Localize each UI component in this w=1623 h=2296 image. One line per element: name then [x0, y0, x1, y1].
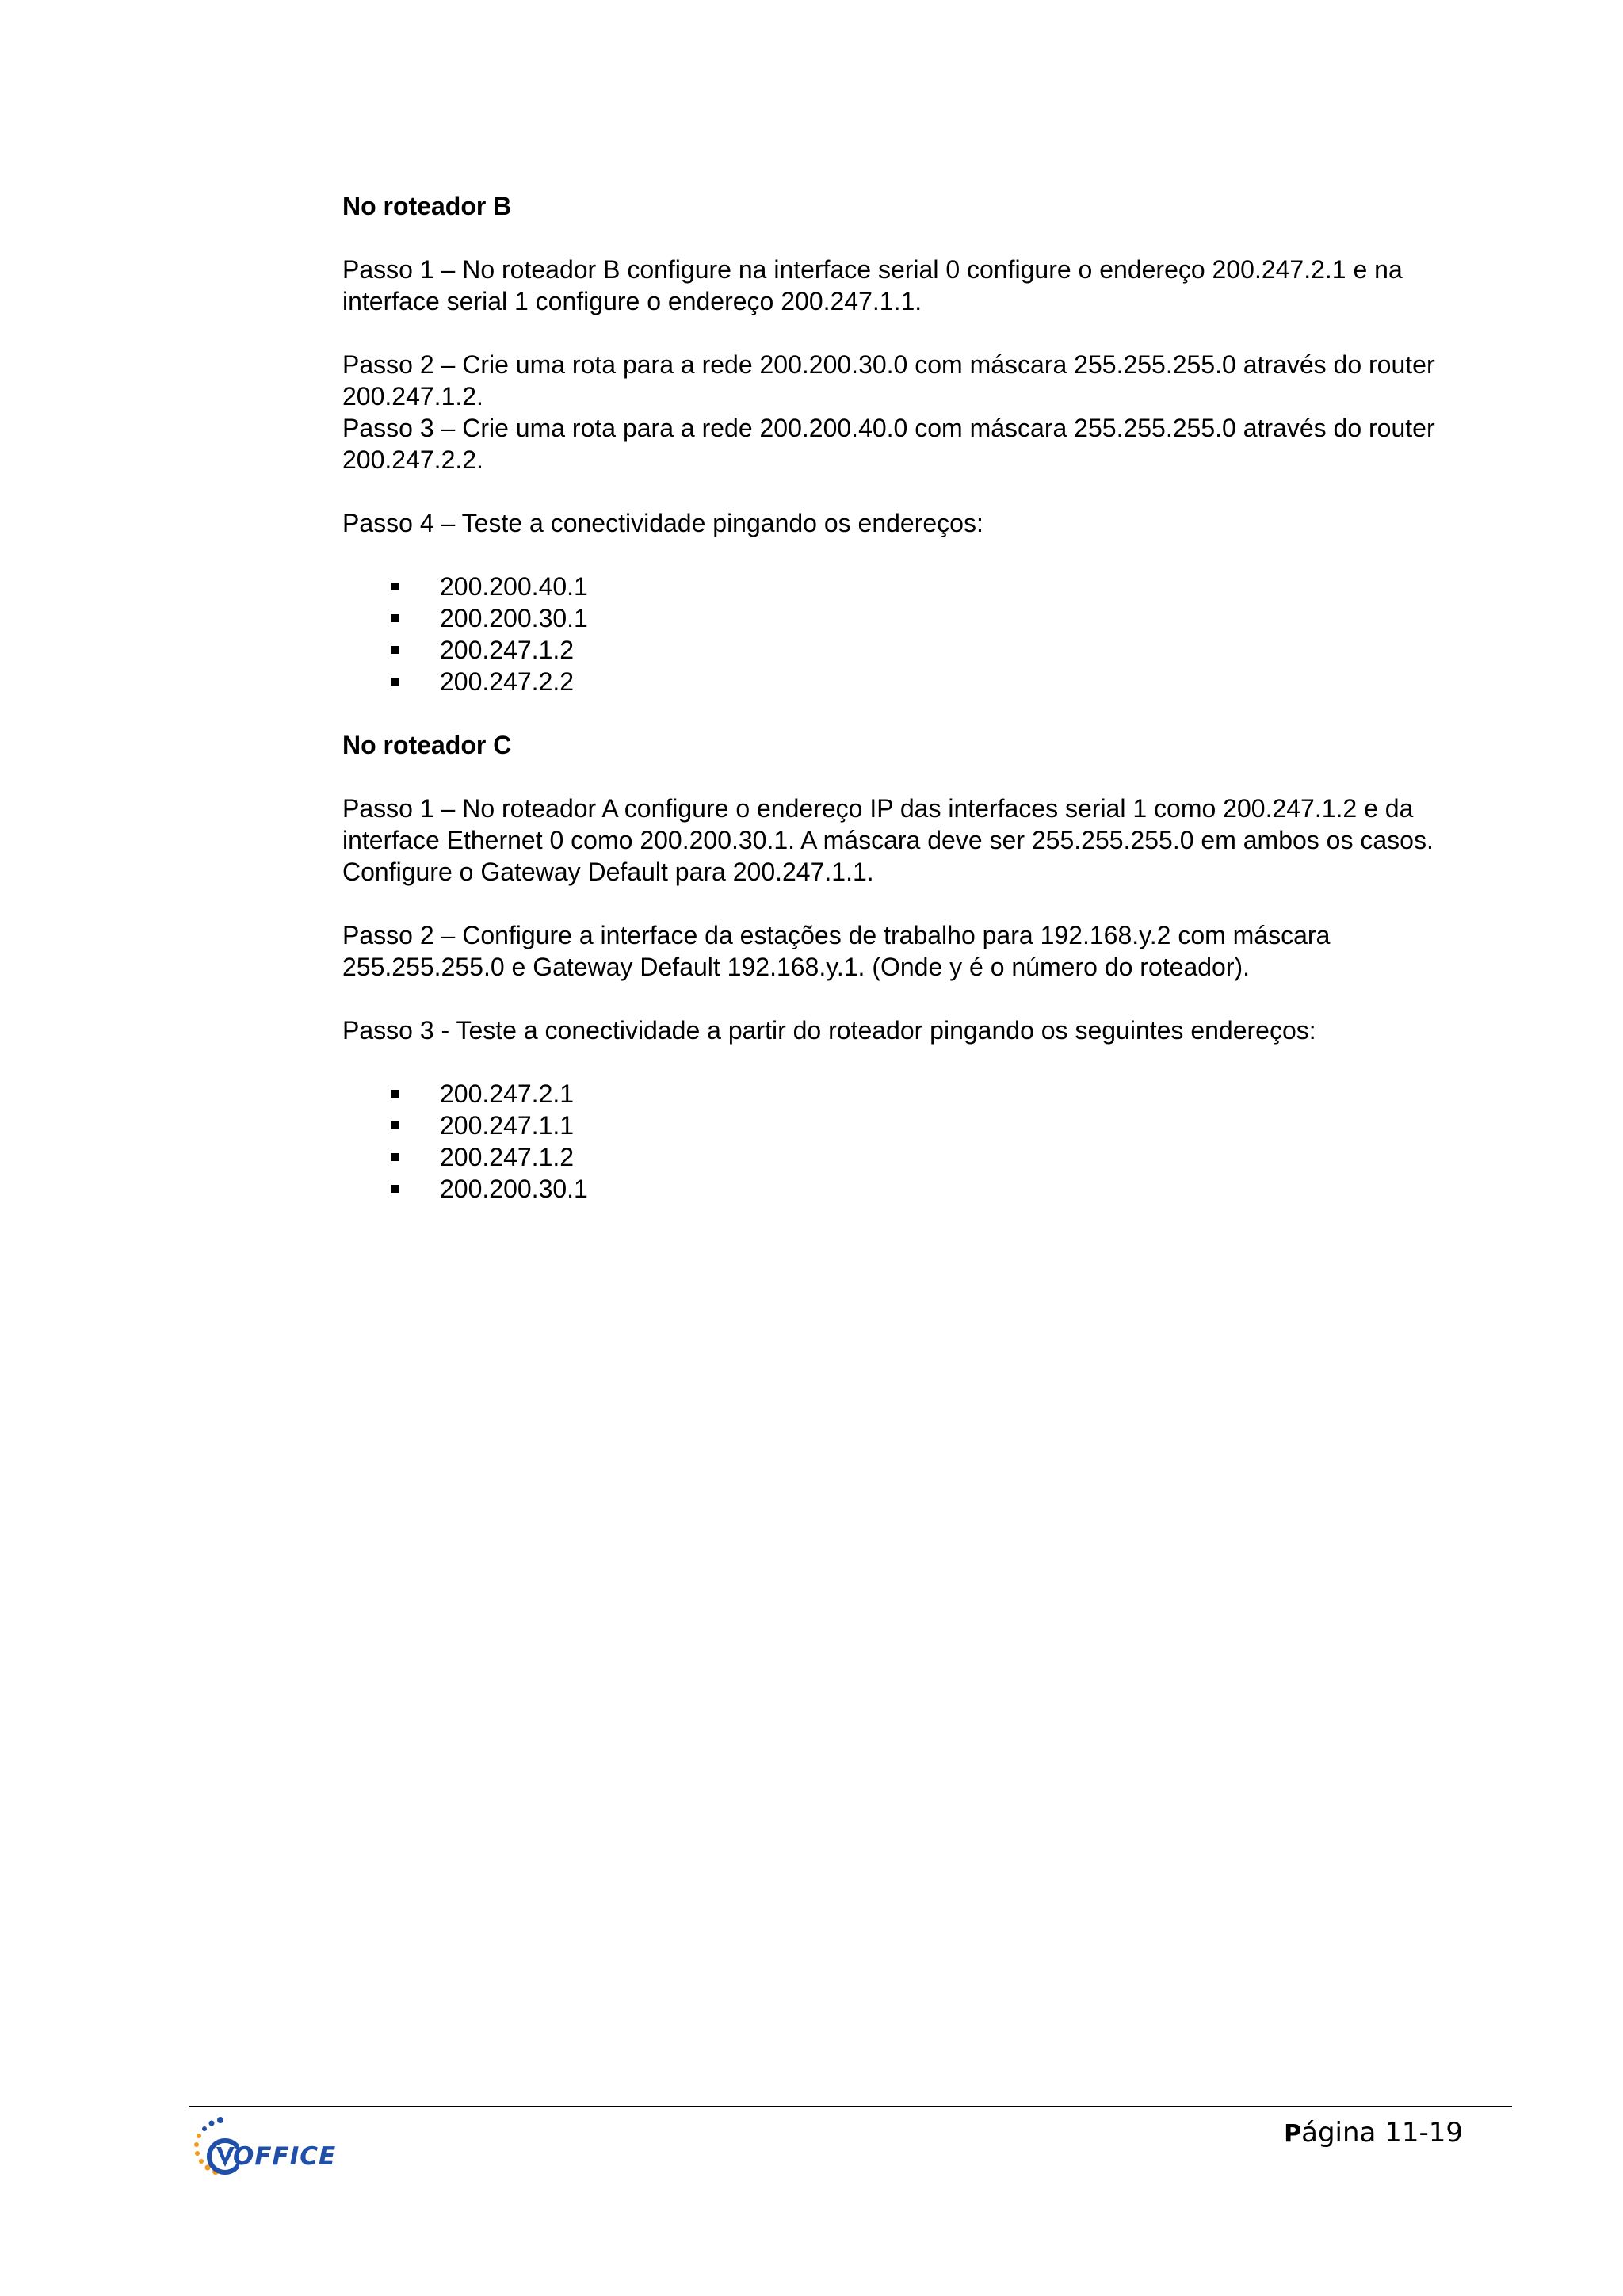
- square-bullet-icon: [391, 1090, 399, 1098]
- section-heading-router-b: No roteador B: [342, 192, 512, 220]
- square-bullet-icon: [391, 583, 399, 590]
- list-item: 200.247.2.2: [342, 666, 1484, 697]
- logo-wordmark: OFFICE: [233, 2142, 337, 2171]
- company-logo: [192, 2112, 358, 2185]
- list-item: 200.200.40.1: [342, 571, 1484, 602]
- list-item: 200.247.1.2: [342, 1141, 1484, 1173]
- step-2-router-c: Passo 2 – Configure a interface da estações de trabalho para 192.168.y.2 com máscara 255.255.255.0 e Gateway Default 192.168.y.1. (Onde y é o número do roteador).: [342, 921, 1331, 981]
- ping-list-router-c: [342, 1078, 1484, 1205]
- step-3-router-b: Passo 3 – Crie uma rota para a rede 200.200.40.0 com máscara 255.255.255.0 através do router 200.247.2.2.: [342, 414, 1435, 474]
- section-heading-router-c: No roteador C: [342, 731, 512, 759]
- step-1-router-b: Passo 1 – No roteador B configure na interface serial 0 configure o endereço 200.247.2.1 e na interface serial 1 configure o endereço 200.247.1.1.: [342, 255, 1403, 315]
- step-4-router-b: Passo 4 – Teste a conectividade pingando os endereços:: [342, 509, 983, 537]
- footer-divider: [189, 2106, 1512, 2107]
- list-item: 200.247.1.1: [342, 1110, 1484, 1141]
- square-bullet-icon: [391, 1153, 399, 1161]
- square-bullet-icon: [391, 646, 399, 654]
- ping-list-router-b: [342, 571, 1484, 697]
- step-3-router-c: Passo 3 - Teste a conectividade a partir do roteador pingando os seguintes endereços:: [342, 1016, 1316, 1045]
- list-item: 200.200.30.1: [342, 602, 1484, 634]
- logo-emblem-icon: [192, 2112, 239, 2185]
- square-bullet-icon: [391, 1185, 399, 1193]
- list-item: 200.247.2.1: [342, 1078, 1484, 1110]
- page-number: Página 11-19: [1284, 2117, 1463, 2149]
- square-bullet-icon: [391, 614, 399, 622]
- list-item: 200.247.1.2: [342, 634, 1484, 666]
- step-1-router-c: Passo 1 – No roteador A configure o endereço IP das interfaces serial 1 como 200.247.1.2 e da interface Ethernet 0 como 200.200.30.1. A máscara deve ser 255.255.255.0 em ambos os casos. Configure o Gateway Default para 200.247.1.1.: [342, 794, 1434, 886]
- list-item: 200.200.30.1: [342, 1173, 1484, 1205]
- square-bullet-icon: [391, 678, 399, 686]
- document-body: [342, 190, 1484, 1236]
- square-bullet-icon: [391, 1121, 399, 1129]
- step-2-router-b: Passo 2 – Crie uma rota para a rede 200.200.30.0 com máscara 255.255.255.0 através do router 200.247.1.2.: [342, 350, 1435, 411]
